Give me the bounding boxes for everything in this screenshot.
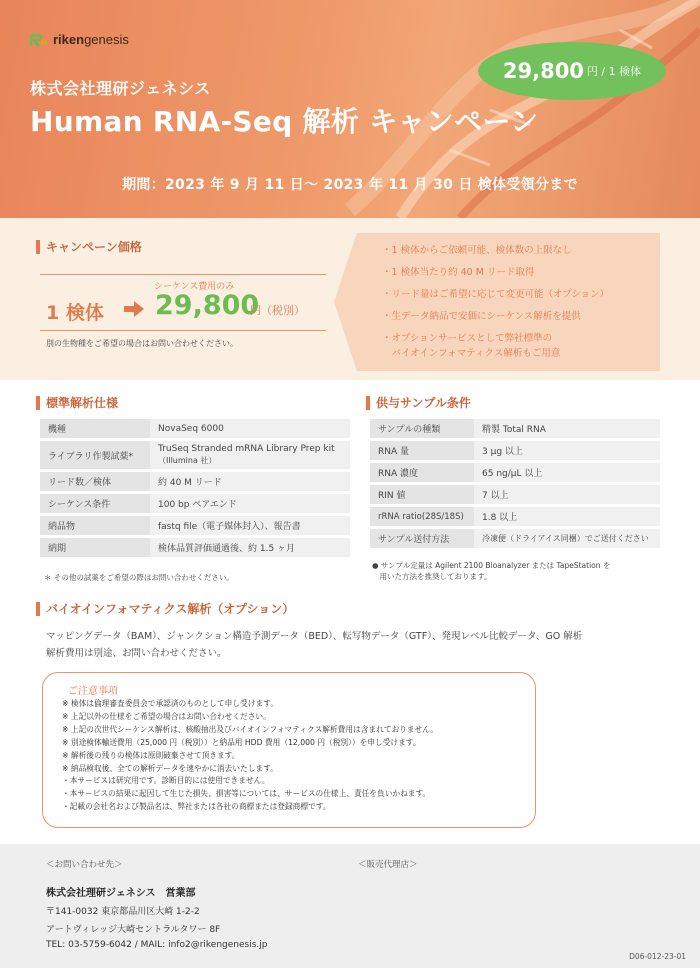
logo	[30, 32, 129, 47]
table-row	[40, 494, 350, 513]
notice-item: ※ 上記以外の仕様をご希望の場合はお問い合わせください。	[62, 711, 271, 721]
table-value: 7 以上	[474, 485, 660, 504]
price-badge-value: 29,800	[502, 59, 584, 83]
divider	[40, 330, 326, 331]
notice-item: ※ 別途検体輸送費用（25,000 円（税別））と納品用 HDD 費用（12,000 円（税別））を申し受けます。	[62, 737, 421, 747]
table-value: NovaSeq 6000	[150, 419, 350, 438]
table-row	[40, 538, 350, 557]
agent-label: ＜販売代理店＞	[358, 860, 418, 870]
table-value-line: TruSeq Stranded mRNA Library Prep kit	[158, 443, 335, 454]
arrow-right-icon	[124, 300, 144, 318]
notice-item: ・本サービスは研究用です。診断目的には使用できません。	[62, 776, 270, 786]
heading-bar	[366, 396, 370, 410]
table-value: 約 40 M リード	[150, 472, 350, 491]
per-sample-label: 1 検体	[46, 302, 104, 324]
sequence-cost-label: シーケンス費用のみ	[154, 282, 235, 292]
campaign-price: 29,800	[155, 290, 260, 321]
contact-label: ＜お問い合わせ先＞	[46, 860, 123, 870]
feature-item: ・1 検体当たり約 40 M リード取得	[382, 267, 535, 278]
heading-bar	[36, 396, 40, 410]
feature-item: ・1 検体からご依頼可能、検体数の上限なし	[382, 245, 572, 256]
table-row	[370, 485, 660, 504]
footer-contact: TEL: 03-5759-6042 / MAIL: info2@rikengenesis.jp	[46, 940, 268, 950]
spec-note: ＊ その他の試薬をご希望の際はお問い合わせください。	[44, 573, 234, 582]
table-value: 検体品質評価通過後、約 1.5 ヶ月	[150, 538, 350, 557]
table-key: RIN 値	[370, 485, 474, 504]
bioinformatics-line: 解析費用は別途、お問い合わせください。	[46, 648, 227, 659]
header-banner	[0, 0, 700, 218]
notice-item: ・記載の会社名および製品名は、弊社または各社の商標または登録商標です。	[62, 802, 331, 812]
page-title: Human RNA-Seq 解析 キャンペーン	[30, 105, 539, 138]
table-key: リード数／検体	[40, 472, 150, 491]
notice-item: ※ 解析後の残りの検体は原則破棄させて頂きます。	[62, 750, 240, 760]
table-row	[40, 419, 350, 438]
campaign-heading: キャンペーン価格	[36, 238, 142, 255]
bioinformatics-text	[46, 628, 582, 662]
table-value-line: （Illumina 社）	[158, 455, 217, 465]
company-name: 株式会社理研ジェネシス	[30, 79, 211, 98]
table-key: サンプル送付方法	[370, 529, 474, 548]
table-value	[150, 441, 350, 469]
feature-item: ・生データ納品で安価にシーケンス解析を提供	[382, 311, 581, 322]
bioinformatics-heading: バイオインフォマティクス解析（オプション）	[36, 600, 294, 617]
footer-address-line: 〒141-0032 東京都品川区大崎 1-2-2	[46, 907, 200, 917]
feature-item: バイオインフォマティクス解析もご用意	[382, 348, 561, 359]
notice-item: ※ 納品検収後、全ての解析データを速やかに消去いたします。	[62, 763, 278, 773]
table-row	[370, 529, 660, 548]
campaign-period: 期間：2023 年 9 月 11 日～ 2023 年 11 月 30 日 検体受領分まで	[122, 177, 578, 193]
document-code: D06-012-23-01	[629, 952, 686, 961]
table-key: 機種	[40, 419, 150, 438]
feature-item: ・オプションサービスとして弊社標準の	[382, 333, 553, 344]
table-value: 1.8 以上	[474, 507, 660, 526]
notice-item: ※ 上記の次世代シーケンス解析は、核酸抽出及びバイオインフォマティクス解析費用は含まれておりません。	[62, 724, 439, 734]
notice-list	[62, 698, 438, 814]
table-row	[370, 507, 660, 526]
riken-genesis-logo-icon	[30, 33, 48, 47]
table-row	[370, 419, 660, 438]
notice-title: ご注意事項	[68, 686, 118, 697]
logo-text: rikengenesis	[53, 32, 129, 47]
spec-heading: 標準解析仕様	[36, 394, 118, 411]
campaign-price-unit: 円（税別）	[250, 304, 305, 317]
heading-bar	[36, 240, 40, 254]
table-value: 3 μg 以上	[474, 441, 660, 460]
table-row	[370, 441, 660, 460]
table-value: 精製 Total RNA	[474, 419, 660, 438]
table-key: サンプルの種類	[370, 419, 474, 438]
table-row	[370, 463, 660, 482]
sample-note-line: 用いた方法を推奨しております。	[372, 572, 492, 581]
divider	[40, 274, 326, 275]
price-badge	[478, 42, 666, 100]
feature-item: ・リード量はご希望に応じて変更可能（オプション）	[382, 289, 610, 300]
notice-item: ※ 検体は倫理審査委員会で承認済のものとして申し受けます。	[62, 699, 278, 708]
table-key: 納品物	[40, 516, 150, 535]
table-value: 65 ng/μL 以上	[474, 463, 660, 482]
spec-table	[40, 416, 350, 560]
table-row	[40, 516, 350, 535]
table-key: RNA 量	[370, 441, 474, 460]
table-key: シーケンス条件	[40, 494, 150, 513]
sample-table	[370, 416, 660, 551]
table-row	[40, 441, 350, 469]
notice-item: ・本サービスの結果に起因して生じた損失、損害等については、サービスの仕様上、責任を負いかねます。	[62, 789, 431, 799]
price-badge-unit: 円 / 1 検体	[586, 65, 642, 78]
footer-company: 株式会社理研ジェネシス 営業部	[46, 888, 196, 899]
table-key: rRNA ratio(28S/18S)	[370, 507, 474, 526]
table-value: 冷凍便（ドライアイス同梱）でご送付ください	[474, 529, 660, 548]
bioinformatics-line: マッピングデータ（BAM）、ジャンクション構造予測データ（BED）、転写物データ（GTF）、発現レベル比較データ、GO 解析	[46, 631, 583, 642]
campaign-note: 別の生物種をご希望の場合はお問い合わせください。	[46, 339, 238, 348]
table-row	[40, 472, 350, 491]
table-key: 納期	[40, 538, 150, 557]
table-value: 100 bp ペアエンド	[150, 494, 350, 513]
table-key: RNA 濃度	[370, 463, 474, 482]
sample-heading: 供与サンプル条件	[366, 394, 471, 411]
table-key: ライブラリ作製試薬*	[40, 441, 150, 469]
features-list	[382, 243, 609, 368]
sample-note-line: ● サンプル定量は Agilent 2100 Bioanalyzer または TapeStation を	[372, 561, 611, 570]
heading-bar	[36, 602, 40, 616]
table-value: fastq file（電子媒体封入）、報告書	[150, 516, 350, 535]
footer-address-line: アートヴィレッジ大崎セントラルタワー 8F	[46, 925, 221, 935]
sample-note	[372, 560, 610, 582]
